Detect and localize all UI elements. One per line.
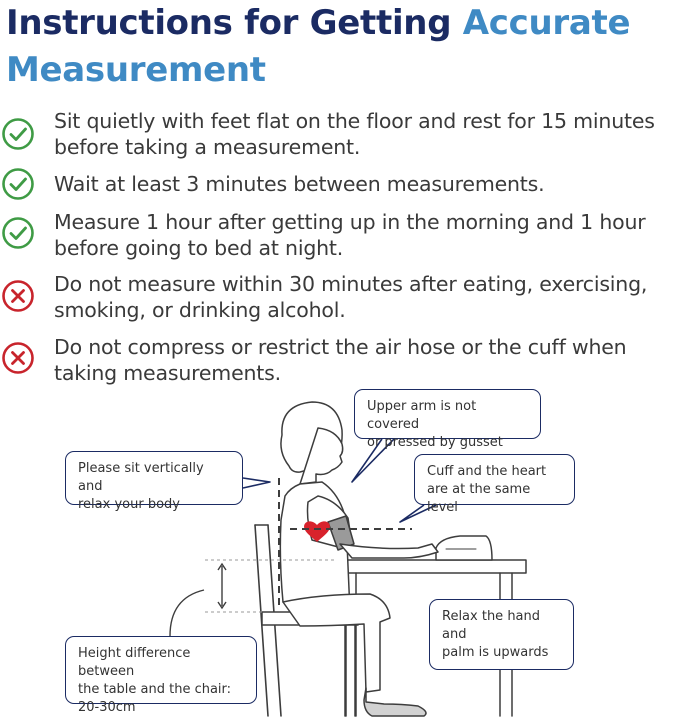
check-circle-icon — [1, 167, 35, 201]
legs — [283, 594, 390, 692]
instruction-text: Sit quietly with feet flat on the floor and rest for 15 minutes before taking a measurement. — [54, 109, 655, 159]
instruction-text: Wait at least 3 minutes between measurements. — [54, 172, 545, 196]
callout-cuff-heart: Cuff and the heart are at the same level — [414, 454, 575, 505]
callout-sit-vertically: Please sit vertically and relax your body — [65, 451, 243, 505]
callout-height-difference: Height difference between the table and the chair: 20-30cm — [65, 636, 257, 704]
title-part-accent-2: Measurement — [6, 50, 266, 90]
callout-relax-hand: Relax the hand and palm is upwards — [429, 599, 574, 670]
page-title — [6, 0, 676, 94]
callout-upper-arm: Upper arm is not covered or pressed by gusset — [354, 389, 541, 439]
title-part-dark: Instructions for Getting — [6, 3, 463, 43]
instruction-text: Measure 1 hour after getting up in the morning and 1 hour before going to bed at night. — [54, 210, 646, 260]
instruction-text: Do not measure within 30 minutes after eating, exercising, smoking, or drinking alcohol. — [54, 272, 648, 322]
instruction-text: Do not compress or restrict the air hose or the cuff when taking measurements. — [54, 335, 627, 385]
title-part-accent: Accurate — [462, 3, 631, 43]
check-circle-icon — [1, 117, 35, 151]
cross-circle-icon — [1, 279, 35, 313]
table-top — [336, 560, 526, 573]
slippers — [364, 688, 426, 716]
cross-circle-icon — [1, 341, 35, 375]
check-circle-icon — [1, 216, 35, 250]
monitor-device — [436, 536, 492, 560]
